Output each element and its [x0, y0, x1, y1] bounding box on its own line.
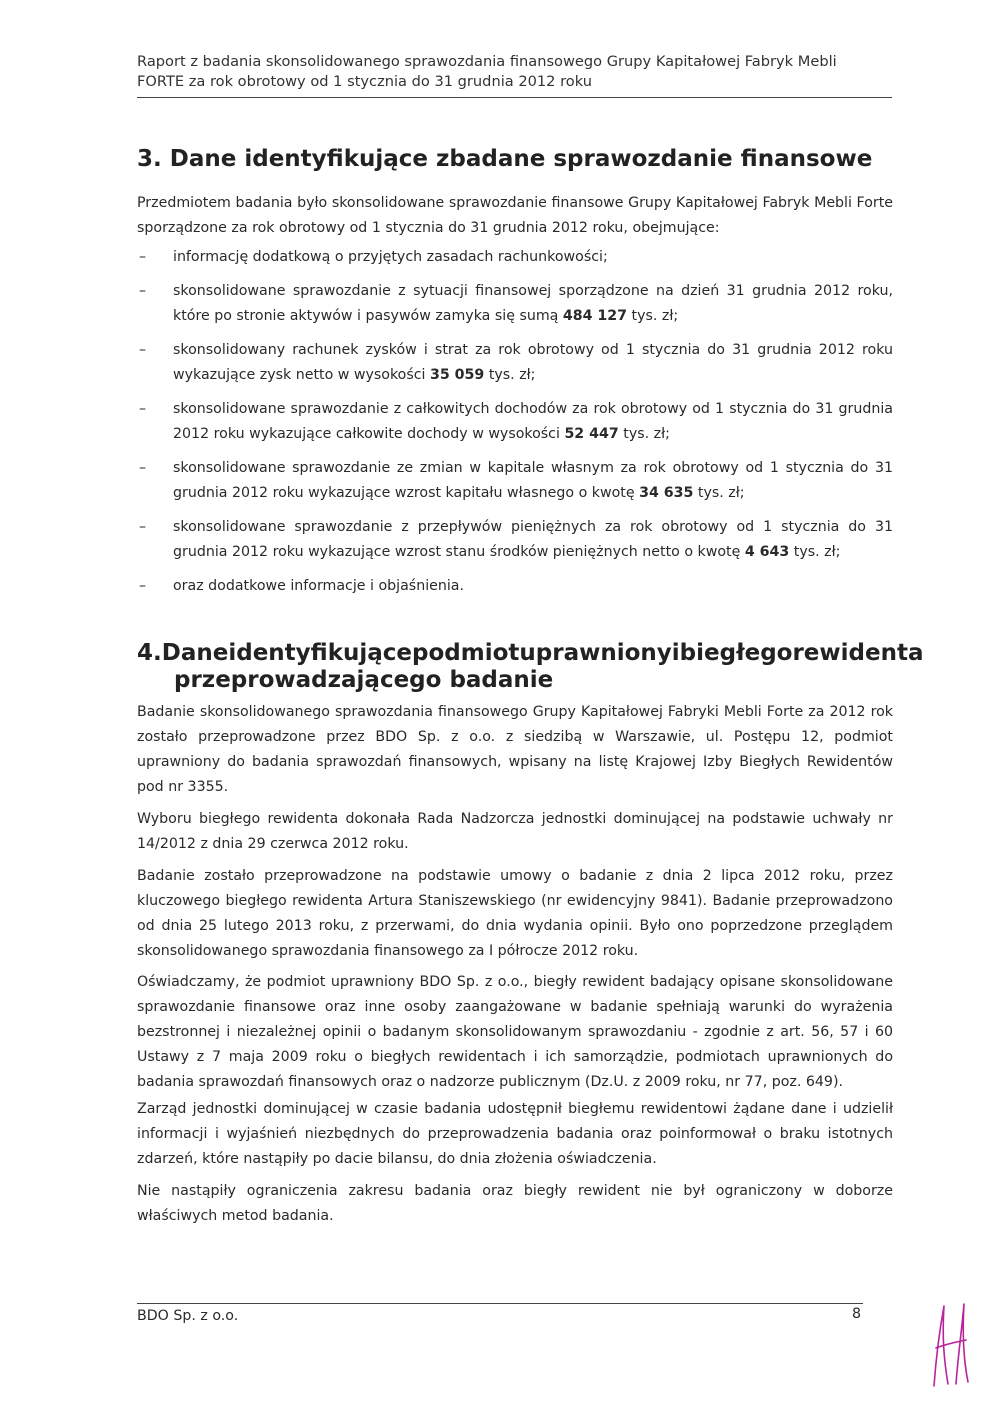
bullet-text: skonsolidowane sprawozdanie z przepływów pieniężnych za rok obrotowy od 1 stycznia do 31 grudnia 2012 roku wykazujące wzrost stanu środków pieniężnych netto o kwotę — [173, 519, 893, 560]
bullet-item — [137, 574, 893, 599]
section-4-paragraph-1: Badanie skonsolidowanego sprawozdania finansowego Grupy Kapitałowej Fabryki Mebli Forte za 2012 rok zostało przeprowadzone przez BDO Sp. z o.o. z siedzibą w Warszawie, ul. Postępu 12, podmiot uprawniony do badania sprawozdań finansowych, wpisany na listę Krajowej Izby Biegłych Rewidentów pod nr 3355. — [137, 704, 893, 795]
bullet-item — [137, 279, 893, 329]
bullet-unit: tys. zł; — [789, 544, 841, 560]
section-4-paragraph-2: Wyboru biegłego rewidenta dokonała Rada Nadzorcza jednostki dominującej na podstawie uchwały nr 14/2012 z dnia 29 czerwca 2012 roku. — [137, 811, 893, 852]
bullet-amount: 4 643 — [744, 544, 790, 560]
header-line-2: FORTE za rok obrotowy od 1 stycznia do 31 grudnia 2012 roku — [137, 73, 592, 90]
bullet-unit: tys. zł; — [484, 367, 536, 383]
bullet-text: oraz dodatkowe informacje i objaśnienia. — [173, 578, 464, 594]
section-4-paragraph-5: Zarząd jednostki dominującej w czasie badania udostępnił biegłemu rewidentowi żądane dane i udzielił informacji i wyjaśnień niezbędnych do przeprowadzenia badania oraz poinformował o braku istotnych zdarzeń, które nastąpiły po dacie bilansu, do dnia złożenia oświadczenia. — [137, 1101, 893, 1167]
bullet-dash: – — [139, 578, 147, 594]
heading-word: Dane — [161, 640, 229, 666]
bullet-item — [137, 456, 893, 506]
bullet-item — [137, 338, 893, 388]
bullet-item — [137, 515, 893, 565]
bullet-amount: 484 127 — [562, 308, 628, 324]
section-4-paragraph-6: Nie nastąpiły ograniczenia zakresu badania oraz biegły rewident nie był ograniczony w doborze właściwych metod badania. — [137, 1183, 893, 1224]
footer-company: BDO Sp. z o.o. — [137, 1308, 239, 1324]
bullet-amount: 52 447 — [564, 426, 619, 442]
heading-word: rewidenta — [792, 640, 924, 666]
section-4-heading-line-2: przeprowadzającego badanie — [174, 667, 554, 693]
bullet-text: skonsolidowane sprawozdanie z całkowitych dochodów za rok obrotowy od 1 stycznia do 31 grudnia 2012 roku wykazujące całkowite dochody w wysokości — [173, 401, 893, 442]
section-3-bullet-list — [137, 245, 893, 608]
section-3-intro: Przedmiotem badania było skonsolidowane sprawozdanie finansowe Grupy Kapitałowej Fabryk Mebli Forte sporządzone za rok obrotowy od 1 stycznia do 31 grudnia 2012 roku, obejmujące: — [137, 195, 893, 236]
heading-word: podmiot — [412, 640, 520, 666]
header-divider — [137, 97, 892, 98]
bullet-amount: 34 635 — [639, 485, 694, 501]
bullet-unit: tys. zł; — [618, 426, 670, 442]
section-4-number: 4. — [137, 640, 162, 666]
section-3-heading: 3. Dane identyfikujące zbadane sprawozdanie finansowe — [137, 146, 873, 172]
heading-word: i — [671, 640, 680, 666]
bullet-text: skonsolidowane sprawozdanie ze zmian w kapitale własnym za rok obrotowy od 1 stycznia do 31 grudnia 2012 roku wykazujące wzrost kapitału własnego o kwotę — [173, 460, 893, 501]
heading-word: identyfikujące — [228, 640, 413, 666]
bullet-dash: – — [139, 249, 147, 265]
bullet-item — [137, 397, 893, 447]
bullet-text: skonsolidowane sprawozdanie z sytuacji finansowej sporządzone na dzień 31 grudnia 2012 roku, które po stronie aktywów i pasywów zamyka się sumą — [173, 283, 893, 324]
bullet-item — [137, 245, 893, 270]
bullet-text: informację dodatkową o przyjętych zasadach rachunkowości; — [173, 249, 608, 265]
heading-word: uprawniony — [519, 640, 672, 666]
handwritten-initials-signature — [926, 1298, 974, 1388]
bullet-dash: – — [139, 342, 147, 358]
bullet-text: skonsolidowany rachunek zysków i strat za rok obrotowy od 1 stycznia do 31 grudnia 2012 roku wykazujące zysk netto w wysokości — [173, 342, 893, 383]
bullet-unit: tys. zł; — [627, 308, 679, 324]
section-4-paragraph-3: Badanie zostało przeprowadzone na podstawie umowy o badanie z dnia 2 lipca 2012 roku, przez kluczowego biegłego rewidenta Artura Staniszewskiego (nr ewidencyjny 9841). Badanie przeprowadzono od dnia 25 lutego 2013 roku, z przerwami, do dnia wydania opinii. Było ono poprzedzone przeglądem skonsolidowanego sprawozdania finansowego za I półrocze 2012 roku. — [137, 868, 893, 959]
section-4-paragraph-4: Oświadczamy, że podmiot uprawniony BDO Sp. z o.o., biegły rewident badający opisane skonsolidowane sprawozdanie finansowe oraz inne osoby zaangażowane w badanie spełniają warunki do wyrażenia bezstronnej i niezależnej opinii o badanym skonsolidowanym sprawozdaniu - zgodnie z art. 56, 57 i 60 Ustawy z 7 maja 2009 roku o biegłych rewidentach i ich samorządzie, podmiotach uprawnionych do badania sprawozdań finansowych oraz o nadzorze publicznym (Dz.U. z 2009 roku, nr 77, poz. 649). — [137, 974, 893, 1090]
bullet-dash: – — [139, 283, 147, 299]
footer-divider — [137, 1303, 863, 1304]
heading-word: biegłego — [679, 640, 793, 666]
page-number: 8 — [852, 1306, 862, 1322]
header-line-1: Raport z badania skonsolidowanego sprawozdania finansowego Grupy Kapitałowej Fabryk Mebli — [137, 53, 837, 70]
running-header — [137, 52, 893, 92]
bullet-dash: – — [139, 519, 147, 535]
section-4-heading — [137, 640, 924, 694]
bullet-dash: – — [139, 401, 147, 417]
bullet-unit: tys. zł; — [693, 485, 745, 501]
bullet-amount: 35 059 — [430, 367, 485, 383]
bullet-dash: – — [139, 460, 147, 476]
section-4-heading-line-1 — [137, 640, 924, 667]
